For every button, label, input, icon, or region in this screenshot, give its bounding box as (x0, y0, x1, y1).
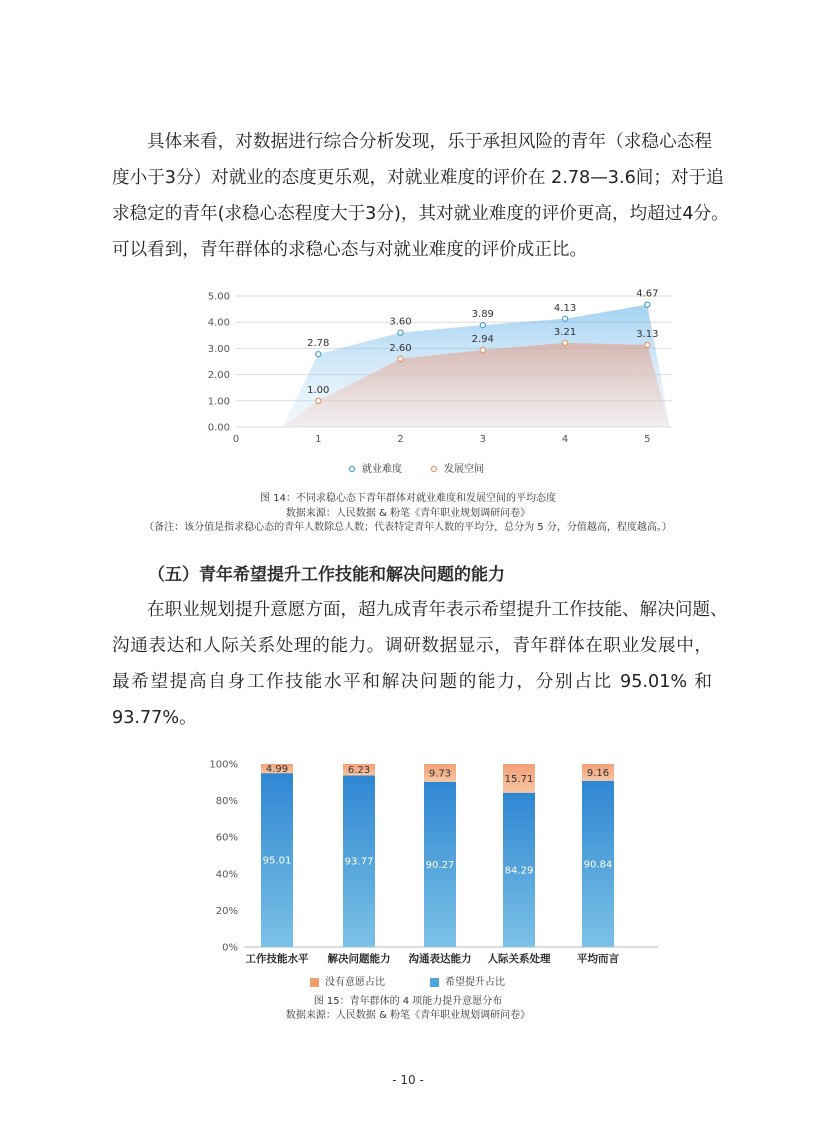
data-label: 2.94 (471, 333, 494, 345)
data-label: 2.60 (389, 342, 412, 354)
data-point (398, 356, 403, 361)
legend-marker-growth (430, 465, 438, 473)
y-tick-label: 0% (222, 942, 238, 954)
y-tick-label: 20% (215, 905, 238, 917)
legend-swatch-no-intent (310, 978, 319, 987)
x-axis-ticks (233, 434, 651, 445)
body-paragraph-2 (112, 592, 728, 736)
category-label: 沟通表达能力 (408, 953, 472, 965)
x-tick-label: 5 (644, 434, 651, 445)
data-label: 4.13 (553, 302, 577, 314)
paragraph-line: 可以看到，青年群体的求稳心态与对就业难度的评价成正比。 (112, 240, 588, 260)
paragraph-line: 度小于3分）对就业的态度更乐观，对就业难度的评价在 2.78—3.6间；对于追 (112, 168, 724, 188)
y-tick-label: 4.00 (207, 317, 230, 329)
figure-15-legend-hope (430, 973, 505, 988)
legend-label: 没有意愿占比 (325, 977, 385, 988)
y-tick-label: 60% (215, 832, 238, 844)
data-point (562, 316, 567, 321)
y-tick-label: 100% (209, 759, 238, 771)
bar-label-no-intent: 6.23 (347, 765, 371, 777)
data-label: 3.89 (471, 309, 494, 321)
data-point (480, 347, 485, 352)
data-label: 3.60 (389, 316, 412, 328)
bar-label-hope: 90.84 (583, 859, 613, 871)
bar-label-hope: 93.77 (344, 856, 374, 868)
page-number: - 10 - (392, 1073, 424, 1087)
figure-15-legend-no-intent (310, 973, 385, 988)
figure-15-source: 数据来源：人民数据 & 粉笔《青年职业规划调研问卷》 (285, 1010, 531, 1021)
data-point (645, 342, 650, 347)
category-label: 工作技能水平 (245, 953, 309, 965)
bar-label-no-intent: 9.16 (586, 767, 610, 779)
paragraph-line: 93.77%。 (112, 708, 197, 728)
data-point (316, 398, 321, 403)
legend-label: 希望提升占比 (445, 977, 505, 988)
figure-14-caption: 图 14：不同求稳心态下青年群体对就业难度和发展空间的平均态度 (260, 493, 556, 504)
bar-label-no-intent: 9.73 (428, 768, 452, 780)
figure-14-source: 数据来源：人民数据 & 粉笔《青年职业规划调研问卷》 (285, 508, 531, 519)
figure-14-area-chart (0, 284, 816, 484)
paragraph-line: 在职业规划提升意愿方面，超九成青年表示希望提升工作技能、解决问题、 (147, 600, 728, 620)
bar-label-hope: 84.29 (504, 865, 534, 877)
figure-14-legend-growth (430, 460, 484, 475)
category-label: 解决问题能力 (327, 953, 391, 965)
data-point (562, 340, 567, 345)
legend-swatch-hope (430, 978, 439, 987)
figure-14-note: （备注：该分值是指求稳心态的青年人数除总人数；代表特定青年人数的平均分，总分为 5 分，分值越高，程度越高。） (144, 522, 672, 533)
paragraph-line: 求稳定的青年(求稳心态程度大于3分)，其对就业难度的评价更高，均超过4分。 (112, 204, 729, 224)
data-label: 3.21 (553, 326, 577, 338)
figure-15-caption: 图 15：青年群体的 4 项能力提升意愿分布 (313, 996, 503, 1007)
paragraph-line: 沟通表达和人际关系处理的能力。调研数据显示，青年群体在职业发展中， (112, 636, 712, 656)
category-labels (246, 952, 620, 965)
data-point (645, 302, 650, 307)
category-label: 平均而言 (577, 953, 619, 965)
category-label: 人际关系处理 (487, 953, 551, 965)
y-tick-label: 0.00 (207, 422, 230, 434)
legend-label: 就业难度 (362, 464, 402, 475)
data-label: 3.13 (636, 328, 659, 340)
bar-label-no-intent: 15.71 (504, 773, 534, 785)
bar-label-hope: 95.01 (262, 855, 292, 867)
x-tick-label: 1 (315, 434, 322, 445)
body-paragraph-1 (112, 124, 729, 268)
y-tick-label: 3.00 (207, 343, 230, 355)
x-tick-label: 2 (397, 434, 404, 445)
bars (261, 764, 614, 947)
data-point (480, 322, 485, 327)
bar-label-no-intent: 4.99 (265, 764, 289, 776)
x-tick-label: 0 (232, 434, 240, 445)
figure-15-stacked-bar-chart (0, 752, 816, 992)
y-axis-ticks (208, 292, 230, 434)
legend-marker-difficulty (348, 465, 356, 473)
data-point (398, 330, 403, 335)
x-tick-label: 3 (479, 434, 486, 445)
data-label: 2.78 (307, 338, 330, 350)
data-point (316, 352, 321, 357)
section-heading: （五）青年希望提升工作技能和解决问题的能力 (148, 565, 505, 585)
y-tick-label: 5.00 (207, 291, 230, 303)
x-tick-label: 4 (561, 434, 569, 445)
y-tick-label: 1.00 (207, 396, 230, 408)
legend-label: 发展空间 (444, 464, 484, 475)
y-tick-label: 40% (215, 869, 238, 881)
data-label: 4.67 (636, 288, 659, 300)
y-tick-label: 2.00 (207, 370, 230, 382)
data-label: 1.00 (307, 384, 330, 396)
series-areas (282, 302, 670, 427)
bar-label-hope: 90.27 (425, 859, 455, 871)
figure-14-legend-difficulty (348, 460, 402, 475)
paragraph-line: 具体来看，对数据进行综合分析发现，乐于承担风险的青年（求稳心态程 (147, 132, 712, 152)
y-tick-label: 80% (215, 796, 238, 808)
paragraph-line: 最希望提高自身工作技能水平和解决问题的能力，分别占比 95.01% 和 (112, 672, 712, 692)
